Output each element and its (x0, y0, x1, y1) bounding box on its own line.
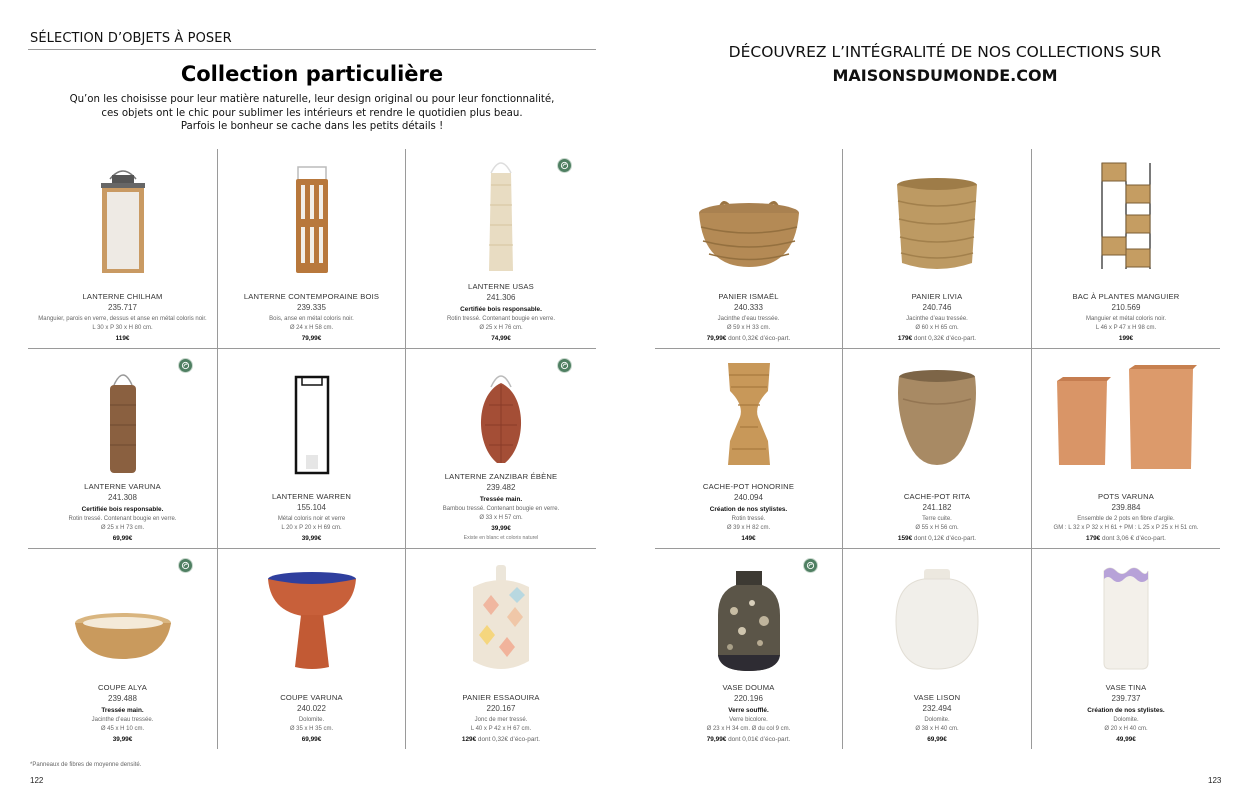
price-value: 79,99€ (706, 334, 727, 342)
product-card[interactable] (655, 549, 843, 749)
product-ref: 220.167 (486, 703, 516, 713)
product-ref: 240.022 (297, 703, 326, 713)
price-value: 49,99€ (1116, 735, 1136, 743)
product-ref: 210.569 (1111, 302, 1141, 312)
speckled-vase-icon (716, 571, 782, 671)
intro-line: ces objets ont le chic pour sublimer les intérieurs et rendre le quotidien plus beau. (101, 107, 523, 119)
right-page (625, 0, 1250, 803)
price-value: 39,99€ (301, 534, 322, 542)
pedestal-bowl-icon (267, 571, 357, 671)
eco-part: dont 0,32€ d’éco-part. (476, 735, 541, 743)
product-dims: Ø 33 x H 57 cm. (479, 515, 523, 521)
product-dims: Ø 38 x H 40 cm. (915, 726, 959, 732)
eco-part: dont 3,06 € d’éco-part. (1100, 534, 1166, 542)
product-image (655, 155, 842, 271)
eco-part: dont 0,01€ d’éco-part. (726, 735, 791, 743)
product-desc: Dolomite. (924, 716, 950, 723)
product-ref: 239.737 (1111, 694, 1141, 703)
product-image (406, 155, 596, 275)
slatted-wood-lantern-icon (292, 165, 332, 275)
product-info (1032, 491, 1220, 544)
product-dims: Ø 60 x H 65 cm. (915, 325, 959, 331)
product-info (406, 471, 596, 543)
product-price (28, 334, 217, 344)
price-value: 39,99€ (491, 524, 511, 532)
product-desc: Jacinthe d’eau tressée. (717, 315, 780, 322)
product-image (655, 355, 842, 467)
eco-part: dont 0,12€ d’éco-part. (912, 534, 977, 542)
product-name: PANIER ESSAOUIRA (462, 692, 540, 702)
product-price (406, 524, 596, 534)
product-ref: 155.104 (297, 502, 326, 512)
metal-lantern-icon (294, 375, 330, 475)
product-info (843, 291, 1031, 344)
lidded-basket-icon (469, 565, 533, 673)
product-name: CACHE-POT RITA (903, 491, 971, 501)
eco-part: dont 0,32€ d’éco-part. (726, 334, 791, 342)
product-desc: Métal coloris noir et verre (277, 515, 346, 522)
price-value: 39,99€ (112, 735, 133, 743)
product-dims: Ø 59 x H 33 cm. (726, 325, 771, 331)
product-dims: Ø 25 x H 76 cm. (479, 325, 523, 331)
product-grid-right (655, 149, 1220, 749)
product-card[interactable] (218, 149, 406, 349)
product-price (1032, 334, 1220, 344)
product-info (218, 692, 405, 745)
wooden-lantern-icon (98, 165, 148, 275)
product-name: CACHE-POT HONORINE (702, 482, 795, 491)
product-dims: Ø 24 x H 58 cm. (289, 325, 334, 331)
product-dims: Ø 39 x H 82 cm. (726, 525, 771, 531)
rattan-pot-icon (724, 361, 774, 467)
product-name: LANTERNE ZANZIBAR ÉBÈNE (444, 472, 558, 481)
product-name: COUPE VARUNA (280, 692, 343, 702)
product-card[interactable] (406, 149, 596, 349)
product-price (406, 334, 596, 344)
product-ref: 240.333 (734, 302, 763, 312)
bamboo-lantern-icon (475, 365, 527, 465)
product-card[interactable] (28, 349, 218, 549)
page-number: 123 (1208, 776, 1222, 785)
product-desc: Dolomite. (1113, 716, 1139, 723)
tall-basket-icon (896, 177, 978, 271)
product-name: LANTERNE WARREN (271, 491, 352, 501)
product-price (28, 735, 217, 745)
product-desc: Manguier et métal coloris noir. (1085, 315, 1167, 322)
product-price (28, 534, 217, 544)
product-ref: 232.494 (922, 703, 952, 713)
product-desc: Rotin tressé. Contenant bougie en verre. (68, 515, 177, 522)
product-ref: 240.746 (922, 302, 952, 312)
price-value: 129€ (461, 735, 477, 743)
product-card[interactable] (1032, 349, 1220, 549)
product-name: POTS VARUNA (1097, 491, 1155, 501)
product-name: BAC À PLANTES MANGUIER (1072, 291, 1180, 301)
price-value: 179€ (1086, 534, 1101, 542)
product-image (843, 155, 1031, 271)
product-ref: 241.182 (922, 502, 952, 512)
terracotta-pot-icon (897, 369, 977, 467)
product-info (28, 682, 217, 744)
product-desc: Dolomite. (298, 716, 325, 723)
product-ref: 239.884 (1111, 502, 1141, 512)
price-value: 149€ (741, 534, 756, 542)
promo-banner (705, 40, 1185, 88)
product-image (1032, 155, 1220, 271)
product-image (655, 555, 842, 671)
product-info (655, 682, 842, 744)
product-card[interactable] (406, 549, 596, 749)
product-price (1032, 735, 1220, 745)
product-ref: 240.094 (734, 493, 763, 502)
product-dims: Ø 23 x H 34 cm. Ø du col 9 cm. (706, 726, 791, 732)
price-value: 79,99€ (301, 334, 322, 342)
promo-text: DÉCOUVREZ L’INTÉGRALITÉ DE NOS COLLECTIONS SUR (728, 43, 1162, 61)
product-tag: Certifiée bois responsable. (460, 306, 542, 313)
product-ref: 239.335 (297, 302, 326, 312)
product-dims: L 30 x P 30 x H 80 cm. (92, 325, 153, 331)
product-dims: Ø 45 x H 10 cm. (100, 726, 145, 732)
product-ref: 239.488 (108, 694, 137, 703)
product-price (218, 735, 405, 745)
product-image (28, 155, 217, 275)
product-price (218, 534, 405, 544)
product-info (1032, 291, 1220, 344)
round-white-vase-icon (894, 569, 980, 671)
product-card[interactable] (1032, 549, 1220, 749)
product-image (843, 355, 1031, 467)
product-info (655, 291, 842, 344)
price-value: 179€ (897, 334, 913, 342)
woven-lantern-icon (106, 365, 140, 475)
product-price (843, 735, 1031, 745)
product-card[interactable] (843, 349, 1032, 549)
product-card[interactable] (28, 149, 218, 349)
product-price (406, 735, 596, 745)
product-tag: Création de nos stylistes. (709, 506, 788, 513)
product-image (843, 555, 1031, 671)
product-card[interactable] (218, 549, 406, 749)
product-image (218, 355, 405, 475)
product-dims: L 20 x P 20 x H 69 cm. (281, 525, 342, 531)
wavy-vase-icon (1102, 565, 1150, 671)
product-desc: Rotin tressé. Contenant bougie en verre. (446, 315, 556, 322)
product-info (655, 481, 842, 543)
page-number: 122 (30, 776, 44, 785)
product-image (1032, 555, 1220, 671)
product-desc: Ensemble de 2 pots en fibre d’argile. (1077, 515, 1175, 522)
product-info (218, 291, 405, 344)
product-dims: Ø 35 x H 35 cm. (289, 726, 334, 732)
product-desc: Terre cuite. (922, 515, 952, 522)
product-info (28, 481, 217, 543)
product-tag: Tressée main. (101, 707, 144, 714)
product-name: PANIER ISMAËL (718, 291, 779, 301)
product-image (406, 355, 596, 465)
product-price (843, 534, 1031, 544)
product-ref: 220.196 (734, 694, 763, 703)
product-price (655, 534, 842, 544)
footnote: *Panneaux de fibres de moyenne densité. (30, 762, 142, 768)
product-dims: GM : L 32 x P 32 x H 61 + PM : L 25 x P 25 x H 51 cm. (1053, 525, 1199, 531)
product-desc: Jacinthe d’eau tressée. (906, 315, 968, 322)
product-info (406, 692, 596, 745)
product-tag: Verre soufflé. (728, 707, 769, 714)
product-image (218, 555, 405, 671)
price-value: 119€ (115, 334, 130, 342)
product-card[interactable] (843, 549, 1032, 749)
product-desc: Bambou tressé. Contenant bougie en verre. (442, 505, 560, 512)
product-ref: 241.308 (108, 493, 137, 502)
product-info (406, 281, 596, 343)
collection-title: Collection particulière (180, 62, 444, 86)
website-link[interactable]: MAISONSDUMONDE.COM (832, 66, 1058, 85)
square-pots-icon (1055, 365, 1197, 471)
product-tag: Certifiée bois responsable. (81, 506, 164, 513)
product-info (28, 291, 217, 344)
product-desc: Verre bicolore. (729, 716, 768, 723)
intro-line: Parfois le bonheur se cache dans les petits détails ! (180, 121, 444, 132)
product-image (218, 155, 405, 275)
product-info (843, 491, 1031, 544)
product-desc: Jonc de mer tressé. (474, 716, 528, 723)
product-name: PANIER LIVIA (911, 291, 963, 301)
price-value: 69,99€ (112, 534, 133, 542)
product-grid-left (28, 149, 596, 749)
product-card[interactable] (1032, 149, 1220, 349)
product-info (843, 692, 1031, 745)
product-info (1032, 682, 1220, 744)
round-basket-icon (697, 191, 801, 271)
price-value: 69,99€ (927, 735, 947, 743)
product-ref: 239.482 (486, 483, 516, 492)
product-price (843, 334, 1031, 344)
product-name: VASE LISON (913, 692, 961, 702)
product-card[interactable] (218, 349, 406, 549)
product-name: VASE TINA (1105, 683, 1147, 692)
product-desc: Rotin tressé. (731, 515, 766, 522)
product-tag: Tressée main. (479, 496, 523, 503)
section-title: SÉLECTION D’OBJETS À POSER (30, 31, 232, 46)
product-card[interactable] (406, 349, 596, 549)
product-image (28, 355, 217, 475)
product-name: VASE DOUMA (722, 683, 775, 692)
product-image (28, 555, 217, 667)
product-image (406, 555, 596, 673)
product-price (1032, 534, 1220, 544)
product-note: Existe en blanc et coloris naturel (463, 535, 539, 541)
product-name: LANTERNE USAS (468, 282, 534, 291)
product-card[interactable] (843, 149, 1032, 349)
product-name: COUPE ALYA (98, 683, 147, 692)
product-card[interactable] (655, 349, 843, 549)
plant-stand-icon (1100, 161, 1152, 271)
product-tag: Création de nos stylistes. (1087, 707, 1165, 714)
woven-bowl-icon (73, 607, 173, 667)
product-price (218, 334, 405, 344)
product-ref: 241.306 (486, 293, 516, 302)
product-dims: L 40 x P 42 x H 67 cm. (470, 726, 532, 732)
price-value: 199€ (1118, 334, 1134, 342)
product-dims: Ø 20 x H 40 cm. (1104, 726, 1148, 732)
rattan-lantern-icon (486, 155, 516, 275)
product-info (218, 491, 405, 544)
product-desc: Manguier, parois en verre, dessus et anse en métal coloris noir. (38, 315, 207, 322)
product-desc: Jacinthe d’eau tressée. (91, 716, 154, 723)
intro-line: Qu’on les choisisse pour leur matière naturelle, leur design original ou pour leur fonctionnalité, (69, 94, 555, 105)
price-value: 74,99€ (491, 334, 511, 342)
product-name: LANTERNE VARUNA (84, 482, 161, 491)
product-ref: 235.717 (108, 302, 137, 312)
product-dims: Ø 25 x H 73 cm. (100, 525, 145, 531)
product-card[interactable] (655, 149, 843, 349)
eco-part: dont 0,32€ d’éco-part. (912, 334, 977, 342)
product-price (655, 334, 842, 344)
section-divider (28, 49, 596, 50)
product-dims: L 46 x P 47 x H 98 cm. (1095, 325, 1157, 331)
product-card[interactable] (28, 549, 218, 749)
product-name: LANTERNE CONTEMPORAINE BOIS (243, 291, 380, 301)
price-value: 79,99€ (706, 735, 727, 743)
product-desc: Bois, anse en métal coloris noir. (269, 315, 354, 322)
product-name: LANTERNE CHILHAM (82, 291, 163, 301)
price-value: 159€ (897, 534, 913, 542)
product-price (655, 735, 842, 745)
intro-text (28, 93, 596, 134)
price-value: 69,99€ (301, 735, 322, 743)
product-dims: Ø 55 x H 56 cm. (915, 525, 959, 531)
product-image (1032, 355, 1220, 471)
